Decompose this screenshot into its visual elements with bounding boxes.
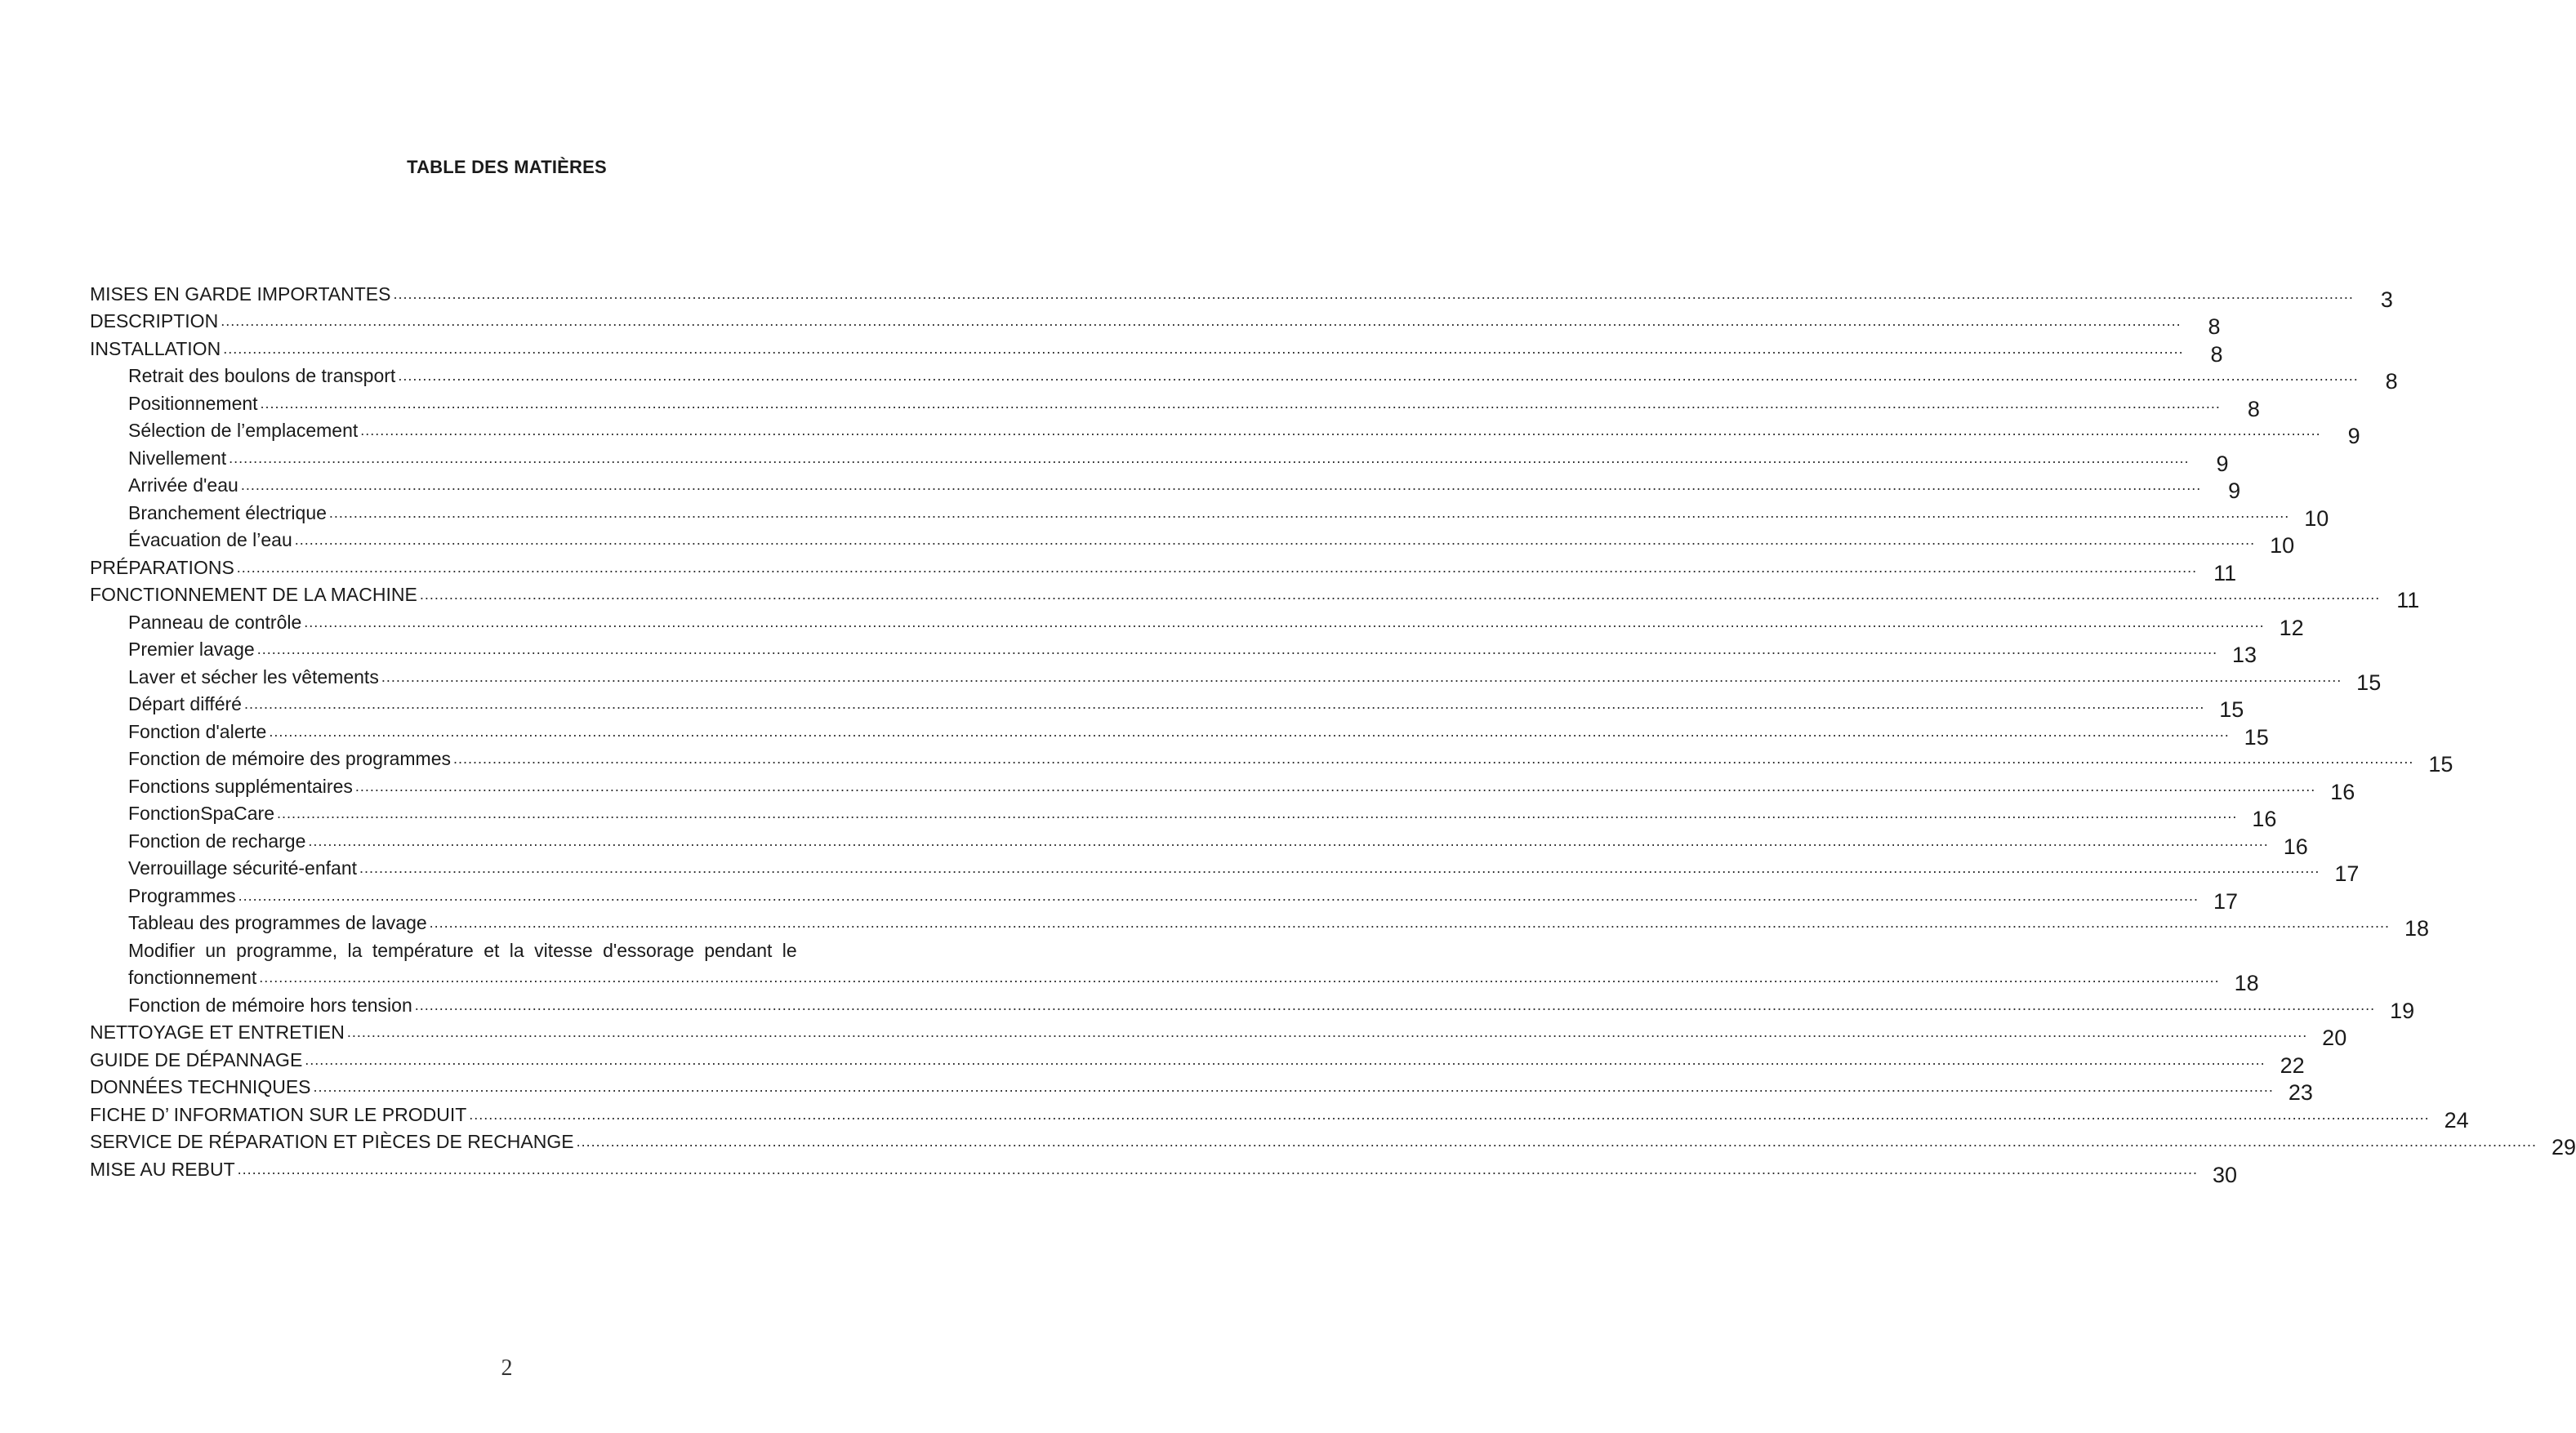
toc-entry-label: Premier lavage	[128, 639, 255, 660]
toc-entry-label: Tableau des programmes de lavage	[128, 912, 427, 933]
toc-leader-dots: ................................................................................................................................................................................................................................................................................................................................................................................................................	[414, 996, 2376, 1013]
toc-leader-dots: ................................................................................................................................................................................................................................................................................................................................................................................................................	[240, 477, 2202, 493]
toc-entry[interactable]	[90, 470, 2241, 503]
toc-entry-page: 15	[2428, 752, 2453, 777]
toc-leader-dots: ................................................................................................................................................................................................................................................................................................................................................................................................................	[305, 1051, 2266, 1068]
toc-entry[interactable]	[90, 579, 2420, 612]
toc-entry[interactable]	[90, 770, 2355, 804]
toc-entry-page: 19	[2390, 998, 2415, 1023]
toc-entry-page: 15	[2244, 724, 2269, 750]
toc-leader-dots: ................................................................................................................................................................................................................................................................................................................................................................................................................	[328, 504, 2290, 521]
toc-entry-label: FonctionSpaCare	[128, 803, 274, 824]
toc-entry[interactable]	[90, 825, 2308, 859]
toc-entry[interactable]	[90, 634, 2257, 667]
toc-leader-dots: ................................................................................................................................................................................................................................................................................................................................................................................................................	[359, 860, 2320, 876]
toc-entry-page: 11	[2396, 588, 2420, 612]
toc-entry-label: Fonction de mémoire hors tension	[128, 994, 412, 1016]
toc-entry[interactable]	[90, 1044, 2305, 1078]
toc-leader-dots: ................................................................................................................................................................................................................................................................................................................................................................................................................	[381, 668, 2342, 685]
toc-entry-page: 12	[2279, 615, 2304, 640]
toc-entry[interactable]	[90, 1017, 2347, 1050]
toc-entry-page: 8	[2208, 314, 2221, 339]
toc-entry[interactable]	[90, 907, 2430, 941]
toc-entry-label: MISE AU REBUT	[90, 1158, 235, 1180]
toc-entry[interactable]	[90, 688, 2244, 722]
toc-entry[interactable]	[90, 1153, 2238, 1187]
toc-entry-label: Fonction d'alerte	[128, 720, 267, 742]
toc-entry-label: Positionnement	[128, 392, 258, 414]
toc-leader-dots: ................................................................................................................................................................................................................................................................................................................................................................................................................	[259, 969, 2220, 986]
toc-entry-label: Fonction de recharge	[128, 830, 306, 852]
toc-entry[interactable]	[90, 524, 2295, 558]
toc-entry[interactable]	[90, 332, 2223, 367]
toc-entry[interactable]	[90, 852, 2360, 886]
toc-entry-label: Verrouillage sécurité-enfant	[128, 857, 357, 879]
toc-leader-dots: ................................................................................................................................................................................................................................................................................................................................................................................................................	[354, 777, 2316, 794]
toc-entry[interactable]	[90, 1126, 2576, 1159]
toc-entry-page: 10	[2304, 505, 2329, 531]
toc-entry[interactable]	[90, 743, 2453, 777]
toc-entry-page: 16	[2330, 779, 2355, 804]
toc-leader-dots: ................................................................................................................................................................................................................................................................................................................................................................................................................	[269, 723, 2230, 740]
toc-entry[interactable]	[90, 551, 2237, 585]
toc-leader-dots: ................................................................................................................................................................................................................................................................................................................................................................................................................	[304, 613, 2265, 630]
toc-leader-dots: ................................................................................................................................................................................................................................................................................................................................................................................................................	[236, 559, 2198, 576]
toc-entry-label: Panneau de contrôle	[128, 611, 302, 633]
toc-entry-page: 22	[2280, 1052, 2305, 1078]
toc-entry-page: 30	[2213, 1162, 2238, 1187]
page-number: 2	[501, 1355, 513, 1381]
toc-entry-page: 29	[2551, 1135, 2576, 1159]
toc-entry[interactable]	[90, 798, 2277, 831]
toc-entry[interactable]	[90, 934, 947, 962]
toc-entry-label: DESCRIPTION	[90, 310, 219, 332]
toc-entry[interactable]	[90, 661, 2382, 695]
toc-leader-dots: ................................................................................................................................................................................................................................................................................................................................................................................................................	[469, 1106, 2430, 1123]
toc-entry-page: 23	[2288, 1080, 2313, 1105]
toc-entry-label: Modifier un programme, la température et la vitesse d'essorage pendant le	[128, 939, 797, 961]
table-of-contents	[90, 278, 2576, 1187]
toc-entry-label: Nivellement	[128, 447, 227, 469]
toc-entry-page: 13	[2232, 643, 2257, 667]
toc-entry-label: NETTOYAGE ET ENTRETIEN	[90, 1021, 345, 1043]
toc-entry-label: Fonction de mémoire des programmes	[128, 748, 451, 769]
toc-entry-page: 24	[2444, 1107, 2469, 1133]
toc-entry[interactable]	[90, 1098, 2469, 1133]
toc-entry[interactable]	[90, 278, 2393, 312]
toc-entry-page: 11	[2213, 560, 2237, 585]
toc-entry-label: MISES EN GARDE IMPORTANTES	[90, 283, 391, 305]
toc-entry-page: 9	[2228, 478, 2241, 503]
page-title: TABLE DES MATIÈRES	[407, 157, 607, 177]
toc-entry-page: 20	[2322, 1026, 2347, 1050]
toc-entry-label: PRÉPARATIONS	[90, 556, 234, 578]
toc-entry-page: 3	[2380, 287, 2393, 312]
toc-entry-label: Programmes	[128, 884, 236, 906]
toc-leader-dots: ................................................................................................................................................................................................................................................................................................................................................................................................................	[260, 394, 2221, 412]
toc-leader-dots: ................................................................................................................................................................................................................................................................................................................................................................................................................	[256, 641, 2218, 657]
toc-leader-dots: ................................................................................................................................................................................................................................................................................................................................................................................................................	[429, 915, 2391, 931]
toc-entry-page: 18	[2404, 916, 2430, 941]
toc-entry-label: fonctionnement	[128, 967, 257, 988]
toc-leader-dots: ................................................................................................................................................................................................................................................................................................................................................................................................................	[237, 1160, 2199, 1177]
toc-leader-dots: ................................................................................................................................................................................................................................................................................................................................................................................................................	[398, 367, 2359, 384]
toc-leader-dots: ................................................................................................................................................................................................................................................................................................................................................................................................................	[223, 340, 2184, 357]
toc-leader-dots: ................................................................................................................................................................................................................................................................................................................................................................................................................	[313, 1079, 2274, 1095]
toc-entry[interactable]	[90, 305, 2221, 339]
toc-entry-page: 8	[2385, 369, 2398, 394]
toc-entry-page: 9	[2216, 451, 2229, 476]
toc-entry-page: 15	[2356, 670, 2382, 695]
toc-entry-label: INSTALLATION	[90, 337, 221, 359]
toc-entry-page: 17	[2213, 888, 2239, 914]
toc-leader-dots: ................................................................................................................................................................................................................................................................................................................................................................................................................	[576, 1133, 2537, 1150]
toc-leader-dots: ................................................................................................................................................................................................................................................................................................................................................................................................................	[238, 887, 2199, 904]
toc-entry-label: Sélection de l’emplacement	[128, 420, 359, 441]
toc-entry-page: 9	[2347, 424, 2360, 448]
toc-leader-dots: ................................................................................................................................................................................................................................................................................................................................................................................................................	[277, 805, 2238, 821]
toc-entry-label: Arrivée d'eau	[128, 474, 238, 496]
toc-leader-dots: ................................................................................................................................................................................................................................................................................................................................................................................................................	[243, 696, 2205, 712]
toc-entry-label: Évacuation de l’eau	[128, 529, 292, 550]
toc-entry-page: 17	[2334, 861, 2360, 886]
toc-leader-dots: ................................................................................................................................................................................................................................................................................................................................................................................................................	[346, 1024, 2308, 1040]
toc-leader-dots: ................................................................................................................................................................................................................................................................................................................................................................................................................	[229, 449, 2190, 466]
toc-leader-dots: ................................................................................................................................................................................................................................................................................................................................................................................................................	[360, 422, 2321, 438]
toc-entry[interactable]	[90, 989, 2415, 1023]
toc-entry-page: 16	[2283, 834, 2308, 859]
toc-entry-label: FONCTIONNEMENT DE LA MACHINE	[90, 584, 417, 605]
toc-entry[interactable]	[90, 442, 2229, 476]
toc-entry-page: 8	[2247, 396, 2260, 421]
toc-entry-label: Fonctions supplémentaires	[128, 775, 353, 797]
toc-entry[interactable]	[90, 415, 2360, 448]
toc-entry-page: 16	[2252, 807, 2277, 831]
toc-entry-label: GUIDE DE DÉPANNAGE	[90, 1048, 303, 1070]
toc-entry[interactable]	[90, 715, 2269, 750]
toc-entry-label: DONNÉES TECHNIQUES	[90, 1076, 311, 1097]
toc-leader-dots: ................................................................................................................................................................................................................................................................................................................................................................................................................	[453, 750, 2414, 767]
toc-entry[interactable]	[90, 1071, 2313, 1105]
toc-entry[interactable]	[90, 962, 2259, 995]
toc-entry[interactable]	[90, 360, 2398, 394]
toc-entry-label: SERVICE DE RÉPARATION ET PIÈCES DE RECHANGE	[90, 1131, 574, 1152]
toc-entry-label: Départ différé	[128, 693, 242, 714]
toc-leader-dots: ................................................................................................................................................................................................................................................................................................................................................................................................................	[308, 832, 2269, 849]
toc-entry-page: 15	[2219, 697, 2244, 722]
toc-entry-page: 18	[2234, 971, 2259, 995]
toc-entry[interactable]	[90, 496, 2329, 531]
toc-entry[interactable]	[90, 606, 2304, 640]
toc-entry-label: FICHE D’ INFORMATION SUR LE PRODUIT	[90, 1103, 467, 1125]
toc-entry-label: Laver et sécher les vêtements	[128, 665, 379, 688]
toc-entry-page: 8	[2210, 341, 2223, 367]
toc-leader-dots: ................................................................................................................................................................................................................................................................................................................................................................................................................	[294, 532, 2256, 548]
toc-leader-dots: ................................................................................................................................................................................................................................................................................................................................................................................................................	[221, 313, 2182, 329]
toc-entry-label: Retrait des boulons de transport	[128, 365, 396, 386]
toc-entry[interactable]	[90, 879, 2239, 914]
toc-entry-page: 10	[2270, 533, 2295, 558]
toc-entry[interactable]	[90, 387, 2260, 421]
toc-entry-label: Branchement électrique	[128, 501, 327, 523]
toc-leader-dots: ................................................................................................................................................................................................................................................................................................................................................................................................................	[393, 285, 2354, 302]
toc-leader-dots: ................................................................................................................................................................................................................................................................................................................................................................................................................	[419, 586, 2381, 603]
